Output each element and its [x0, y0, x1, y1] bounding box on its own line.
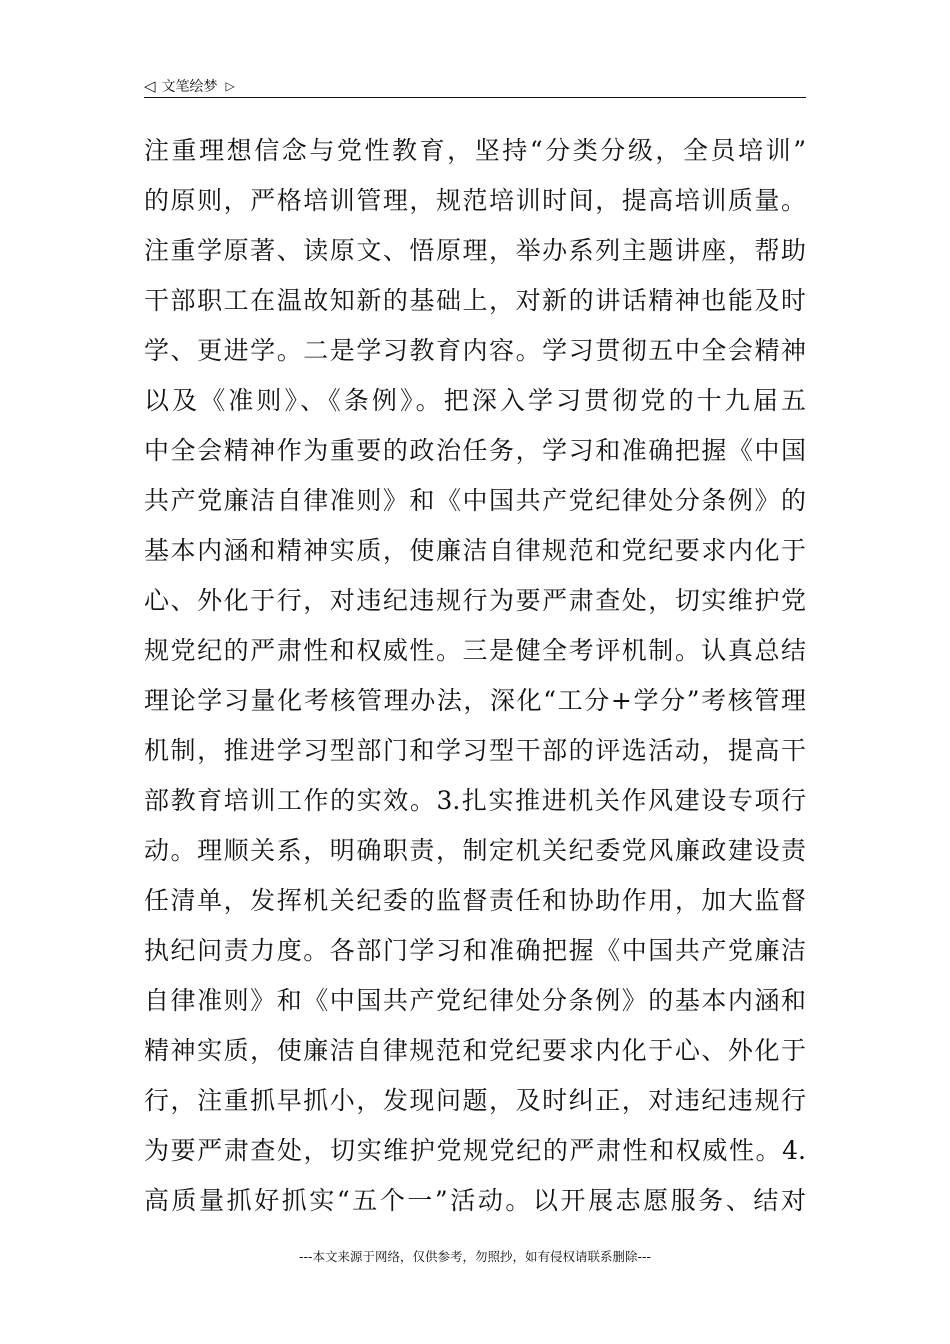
text-line: 精神实质，使廉洁自律规范和党纪要求内化于心、外化于	[144, 1036, 806, 1065]
text-line: 注重学原著、读原文、悟原理，举办系列主题讲座，帮助	[144, 236, 806, 265]
body-text	[144, 126, 806, 1226]
text-line: 心、外化于行，对违纪违规行为要严肃查处，切实维护党	[144, 586, 806, 615]
text-line: 规党纪的严肃性和权威性。三是健全考评机制。认真总结	[144, 636, 806, 665]
text-line: 学、更进学。二是学习教育内容。学习贯彻五中全会精神	[144, 336, 806, 365]
text-line: 共产党廉洁自律准则》和《中国共产党纪律处分条例》的	[144, 486, 806, 515]
triangle-right-icon: ▷	[225, 79, 235, 93]
text-line: 理论学习量化考核管理办法，深化“工分+学分”考核管理	[144, 686, 806, 715]
text-line: 动。理顺关系，明确职责，制定机关纪委党风廉政建设责	[144, 836, 806, 865]
header-title: 文笔绘梦	[161, 79, 218, 95]
text-line: 部教育培训工作的实效。3.扎实推进机关作风建设专项行	[144, 786, 806, 815]
text-line: 基本内涵和精神实质，使廉洁自律规范和党纪要求内化于	[144, 536, 806, 565]
text-line: 为要严肃查处，切实维护党规党纪的严肃性和权威性。4.	[144, 1136, 806, 1165]
text-line: 任清单，发挥机关纪委的监督责任和协助作用，加大监督	[144, 886, 806, 915]
text-line: 自律准则》和《中国共产党纪律处分条例》的基本内涵和	[144, 986, 806, 1015]
text-line: 中全会精神作为重要的政治任务，学习和准确把握《中国	[144, 436, 806, 465]
header-divider	[144, 97, 806, 98]
text-line: 的原则，严格培训管理，规范培训时间，提高培训质量。	[144, 186, 806, 215]
text-line: 执纪问责力度。各部门学习和准确把握《中国共产党廉洁	[144, 936, 806, 965]
page-footer: ---本文来源于网络，仅供参考，勿照抄，如有侵权请联系删除---	[298, 1249, 652, 1264]
text-line: 高质量抓好抓实“五个一”活动。以开展志愿服务、结对	[144, 1186, 806, 1215]
text-line: 干部职工在温故知新的基础上，对新的讲话精神也能及时	[144, 286, 806, 315]
triangle-left-icon: ◁	[144, 77, 156, 95]
text-line: 机制，推进学习型部门和学习型干部的评选活动，提高干	[144, 736, 806, 765]
text-line: 行，注重抓早抓小，发现问题，及时纠正，对违纪违规行	[144, 1086, 806, 1115]
text-line: 以及《准则》、《条例》。把深入学习贯彻党的十九届五	[144, 386, 806, 415]
page-header	[144, 74, 806, 98]
text-line: 注重理想信念与党性教育，坚持“分类分级，全员培训”	[144, 136, 806, 165]
